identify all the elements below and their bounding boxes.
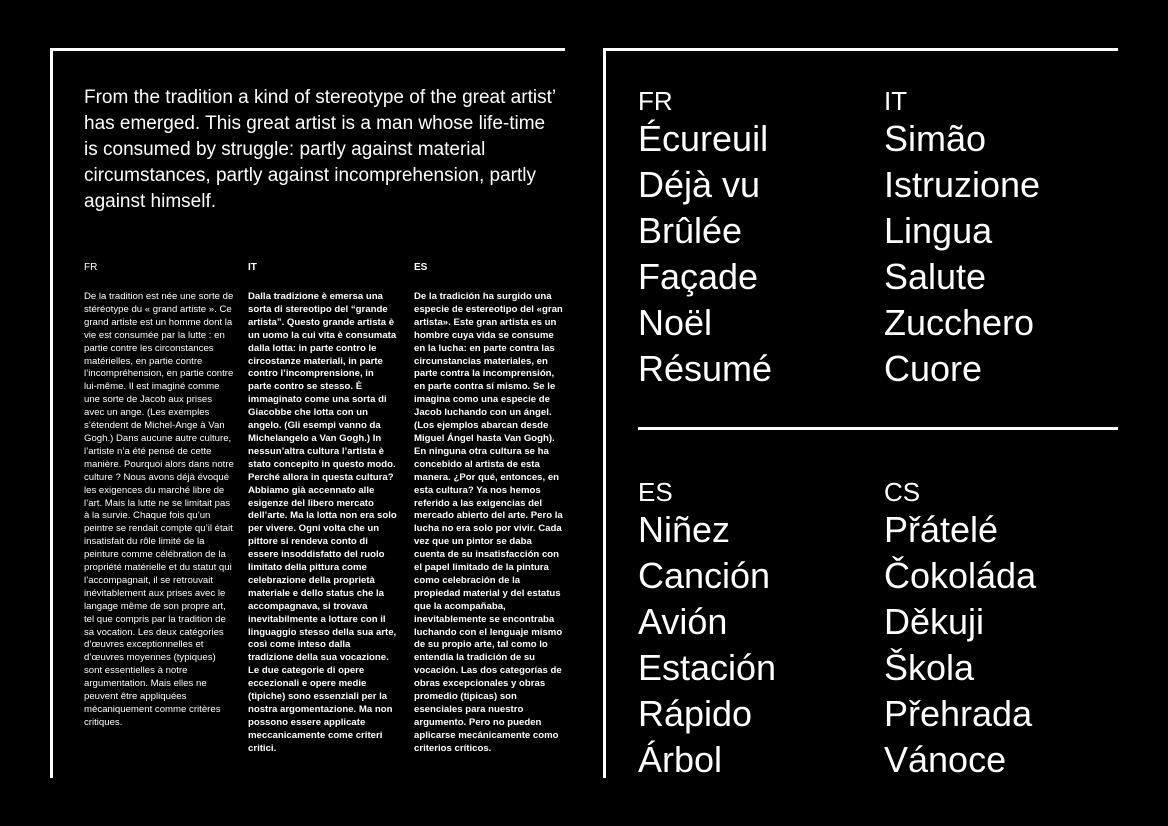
column-language-tag: ES (414, 262, 428, 273)
column-body-text: Dalla tradizione è emersa una sorta di stereotipo del “grande artista”. Questo grande artista è un uomo la cui vita è consumata dalla lotta: in parte contro le circostanze materiali, in parte contro l’incomprensione, in parte contro se stesso. È immaginato come una sorta di Giacobbe che lotta con un angelo. (Gli esempi vanno da Michelangelo a Van Gogh.) In nessun’altra cultura l’artista è stato concepito in questo modo. Perché allora in questa cultura? Abbiamo già accennato alle esigenze del libero mercato dell’arte. Ma la lotta non era solo per vivere. Ogni volta che un pittore si rendeva conto di essere insoddisfatto del ruolo limitato della pittura come celebrazione della proprietà materiale e dello status che la accompagnava, si trovava inevitabilmente a lottare con il linguaggio stesso della sua arte, così come inteso dalla tradizione della sua vocazione. Le due categorie di opere eccezionali e opere medie (tipiche) sono essenziali per la nostra argomentazione. Ma non possono essere applicate meccanicamente come criteri critici. (248, 291, 397, 754)
word-item: Rápido (638, 693, 753, 734)
word-block-fr (638, 88, 878, 392)
column-body-text: De la tradición ha surgido una especie de estereotipo del «gran artista». Este gran artista es un hombre cuya vida se consume en la lucha: en parte contra las circunstancias materiales, en parte contra la incomprensión, en parte contra sí mismo. Se le imagina como una especie de Jacob luchando con un ángel. (Los ejemplos abarcan desde Miguel Ángel hasta Van Gogh). En ninguna otra cultura se ha concebido al artista de esta manera. ¿Por qué, entonces, en esta cultura? Ya nos hemos referido a las exigencias del mercado abierto del arte. Pero la lucha no era solo por vivir. Cada vez que un pintor se daba cuenta de su insatisfacción con el papel limitado de la pintura como celebración de la propiedad material y del estatus que la acompañaba, inevitablemente se encontraba luchando con el lenguaje mismo de su propio arte, tal como lo entendía la tradición de su vocación. Las dos categorías de obras excepcionales y obras promedio (típicas) son esenciales para nuestro argumento. Pero no pueden aplicarse mecánicamente como criterios críticos. (414, 291, 563, 754)
word-item: Simão (884, 118, 987, 159)
language-code: ES (638, 477, 673, 507)
word-item: Zucchero (884, 302, 1035, 343)
word-item: Škola (884, 647, 975, 688)
word-item: Brûlée (638, 210, 743, 251)
word-item: Salute (884, 256, 987, 297)
column-body-text: De la tradition est née une sorte de stéréotype du « grand artiste ». Ce grand artiste est un homme dont la vie est consumée par la lutte : en partie contre les circonstances matérielles, en partie contre l’incompréhension, en partie contre lui-même. Il est imaginé comme une sorte de Jacob aux prises avec un ange. (Les exemples s’étendent de Michel-Ange à Van Gogh.) Dans aucune autre culture, l’artiste n’a été pensé de cette manière. Pourquoi alors dans notre culture ? Nous avons déjà évoqué les exigences du marché libre de l’art. Mais la lutte ne se limitait pas à la survie. Chaque fois qu’un peintre se rendait compte qu’il était insatisfait du rôle limité de la peinture comme célébration de la propriété matérielle et du statut qui l’accompagnait, il se retrouvait inévitablement aux prises avec le langage même de son propre art, tel que compris par la tradition de sa vocation. Les deux catégories d’œuvres exceptionnelles et d’œuvres moyennes (typiques) sont essentielles à notre argumentation. Mais elles ne peuvent être appliquées mécaniquement comme critères critiques. (84, 291, 234, 728)
word-item: Cuore (884, 348, 983, 389)
word-item: Déjà vu (638, 164, 761, 205)
word-block-cs (884, 479, 1124, 783)
right-frame-side-rule (603, 48, 606, 778)
word-item: Přátelé (884, 509, 999, 550)
word-item: Noël (638, 302, 713, 343)
word-list (884, 116, 1124, 392)
word-list (638, 507, 878, 783)
language-code: IT (884, 86, 908, 116)
word-item: Árbol (638, 739, 723, 780)
italian-text-column (248, 262, 398, 756)
word-item: Lingua (884, 210, 993, 251)
language-code: FR (638, 86, 673, 116)
right-divider-rule (638, 427, 1118, 430)
word-item: Přehrada (884, 693, 1033, 734)
word-item: Niñez (638, 509, 731, 550)
left-frame-side-rule (50, 48, 53, 778)
spanish-text-column (414, 262, 564, 756)
word-list (884, 507, 1124, 783)
column-language-tag: FR (84, 262, 98, 273)
column-language-tag: IT (248, 262, 257, 273)
word-item: Děkuji (884, 601, 985, 642)
word-item: Istruzione (884, 164, 1041, 205)
word-item: Façade (638, 256, 759, 297)
word-item: Čokoláda (884, 555, 1037, 596)
french-text-column (84, 262, 234, 730)
word-list (638, 116, 878, 392)
word-item: Avión (638, 601, 728, 642)
word-item: Écureuil (638, 118, 769, 159)
word-item: Résumé (638, 348, 773, 389)
word-item: Canción (638, 555, 771, 596)
left-frame-top-rule (50, 48, 565, 51)
right-frame-top-rule (603, 48, 1118, 51)
word-item: Vánoce (884, 739, 1007, 780)
word-block-it (884, 88, 1124, 392)
language-code: CS (884, 477, 921, 507)
word-item: Estación (638, 647, 777, 688)
intro-paragraph: From the tradition a kind of stereotype of the great artist’ has emerged. This great artist is a man whose life-time is consumed by struggle: partly against material circumstances, partly against incomprehension, partly against himself. (84, 87, 556, 212)
word-block-es (638, 479, 878, 783)
